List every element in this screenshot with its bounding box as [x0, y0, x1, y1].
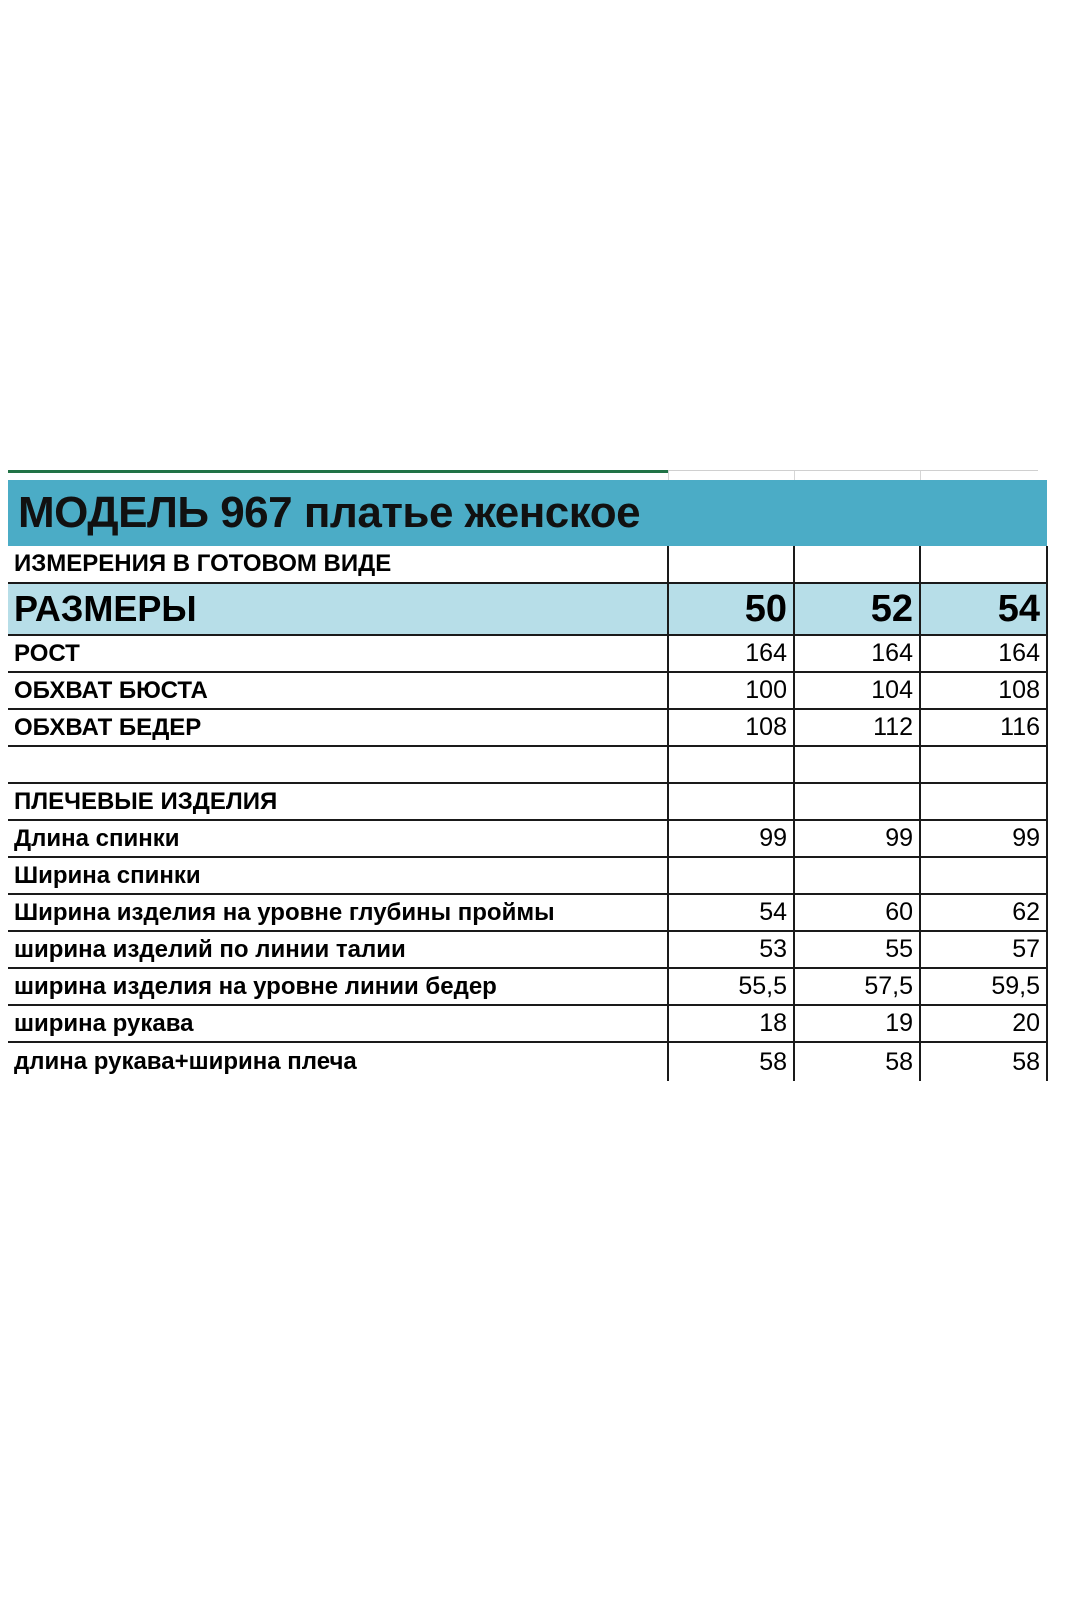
measurements-table: [8, 546, 1048, 1081]
row-label-cell[interactable]: ширина рукава: [8, 1005, 668, 1042]
value-cell[interactable]: [920, 783, 1047, 820]
table-row: [8, 746, 1047, 783]
value-cell[interactable]: 99: [920, 820, 1047, 857]
value-cell[interactable]: 164: [794, 635, 920, 672]
table-row: [8, 709, 1047, 746]
table-cell[interactable]: [794, 546, 920, 583]
size-cell-52[interactable]: 52: [794, 583, 920, 635]
row-label-cell[interactable]: ширина изделий по линии талии: [8, 931, 668, 968]
size-cell-54[interactable]: 54: [920, 583, 1047, 635]
selection-indicator: [8, 470, 668, 473]
value-cell[interactable]: [794, 857, 920, 894]
value-cell[interactable]: 58: [668, 1042, 794, 1081]
sizes-header-row: [8, 583, 1047, 635]
size-cell-50[interactable]: 50: [668, 583, 794, 635]
value-cell[interactable]: 57: [920, 931, 1047, 968]
value-cell[interactable]: 19: [794, 1005, 920, 1042]
sizes-label-cell[interactable]: РАЗМЕРЫ: [8, 583, 668, 635]
value-cell[interactable]: [920, 746, 1047, 783]
row-label-cell[interactable]: Ширина изделия на уровне глубины проймы: [8, 894, 668, 931]
value-cell[interactable]: [668, 857, 794, 894]
value-cell[interactable]: 18: [668, 1005, 794, 1042]
value-cell[interactable]: 116: [920, 709, 1047, 746]
table-cell[interactable]: [920, 546, 1047, 583]
value-cell[interactable]: 55,5: [668, 968, 794, 1005]
value-cell[interactable]: 59,5: [920, 968, 1047, 1005]
row-label-cell[interactable]: РОСТ: [8, 635, 668, 672]
table-row: [8, 1042, 1047, 1081]
table-cell[interactable]: [668, 546, 794, 583]
value-cell[interactable]: 164: [668, 635, 794, 672]
value-cell[interactable]: 112: [794, 709, 920, 746]
table-row: [8, 894, 1047, 931]
subtitle-cell[interactable]: ИЗМЕРЕНИЯ В ГОТОВОМ ВИДЕ: [8, 546, 668, 583]
table-row: [8, 931, 1047, 968]
value-cell[interactable]: 62: [920, 894, 1047, 931]
value-cell[interactable]: [668, 746, 794, 783]
value-cell[interactable]: 55: [794, 931, 920, 968]
title-bar: [8, 480, 1047, 546]
value-cell[interactable]: 60: [794, 894, 920, 931]
size-chart-sheet: [8, 470, 1038, 1130]
value-cell[interactable]: [668, 783, 794, 820]
value-cell[interactable]: 53: [668, 931, 794, 968]
value-cell[interactable]: 54: [668, 894, 794, 931]
value-cell[interactable]: 100: [668, 672, 794, 709]
table-row: [8, 783, 1047, 820]
row-label-cell[interactable]: ОБХВАТ БЕДЕР: [8, 709, 668, 746]
row-label-cell[interactable]: ОБХВАТ БЮСТА: [8, 672, 668, 709]
row-label-cell[interactable]: ПЛЕЧЕВЫЕ ИЗДЕЛИЯ: [8, 783, 668, 820]
row-label-cell[interactable]: ширина изделия на уровне линии бедер: [8, 968, 668, 1005]
table-row: [8, 1005, 1047, 1042]
value-cell[interactable]: 99: [794, 820, 920, 857]
subtitle-row: [8, 546, 1047, 583]
value-cell[interactable]: [794, 746, 920, 783]
value-cell[interactable]: 164: [920, 635, 1047, 672]
row-label-cell[interactable]: Длина спинки: [8, 820, 668, 857]
row-label-cell[interactable]: [8, 746, 668, 783]
value-cell[interactable]: 108: [920, 672, 1047, 709]
table-row: [8, 857, 1047, 894]
value-cell[interactable]: [920, 857, 1047, 894]
row-label-cell[interactable]: Ширина спинки: [8, 857, 668, 894]
table-row: [8, 820, 1047, 857]
table-row: [8, 672, 1047, 709]
value-cell[interactable]: 58: [794, 1042, 920, 1081]
row-label-cell[interactable]: длина рукава+ширина плеча: [8, 1042, 668, 1081]
value-cell[interactable]: 104: [794, 672, 920, 709]
table-row: [8, 635, 1047, 672]
value-cell[interactable]: 57,5: [794, 968, 920, 1005]
value-cell[interactable]: [794, 783, 920, 820]
value-cell[interactable]: 58: [920, 1042, 1047, 1081]
table-row: [8, 968, 1047, 1005]
page-title: МОДЕЛЬ 967 платье женское: [18, 488, 641, 537]
value-cell[interactable]: 108: [668, 709, 794, 746]
value-cell[interactable]: 20: [920, 1005, 1047, 1042]
value-cell[interactable]: 99: [668, 820, 794, 857]
